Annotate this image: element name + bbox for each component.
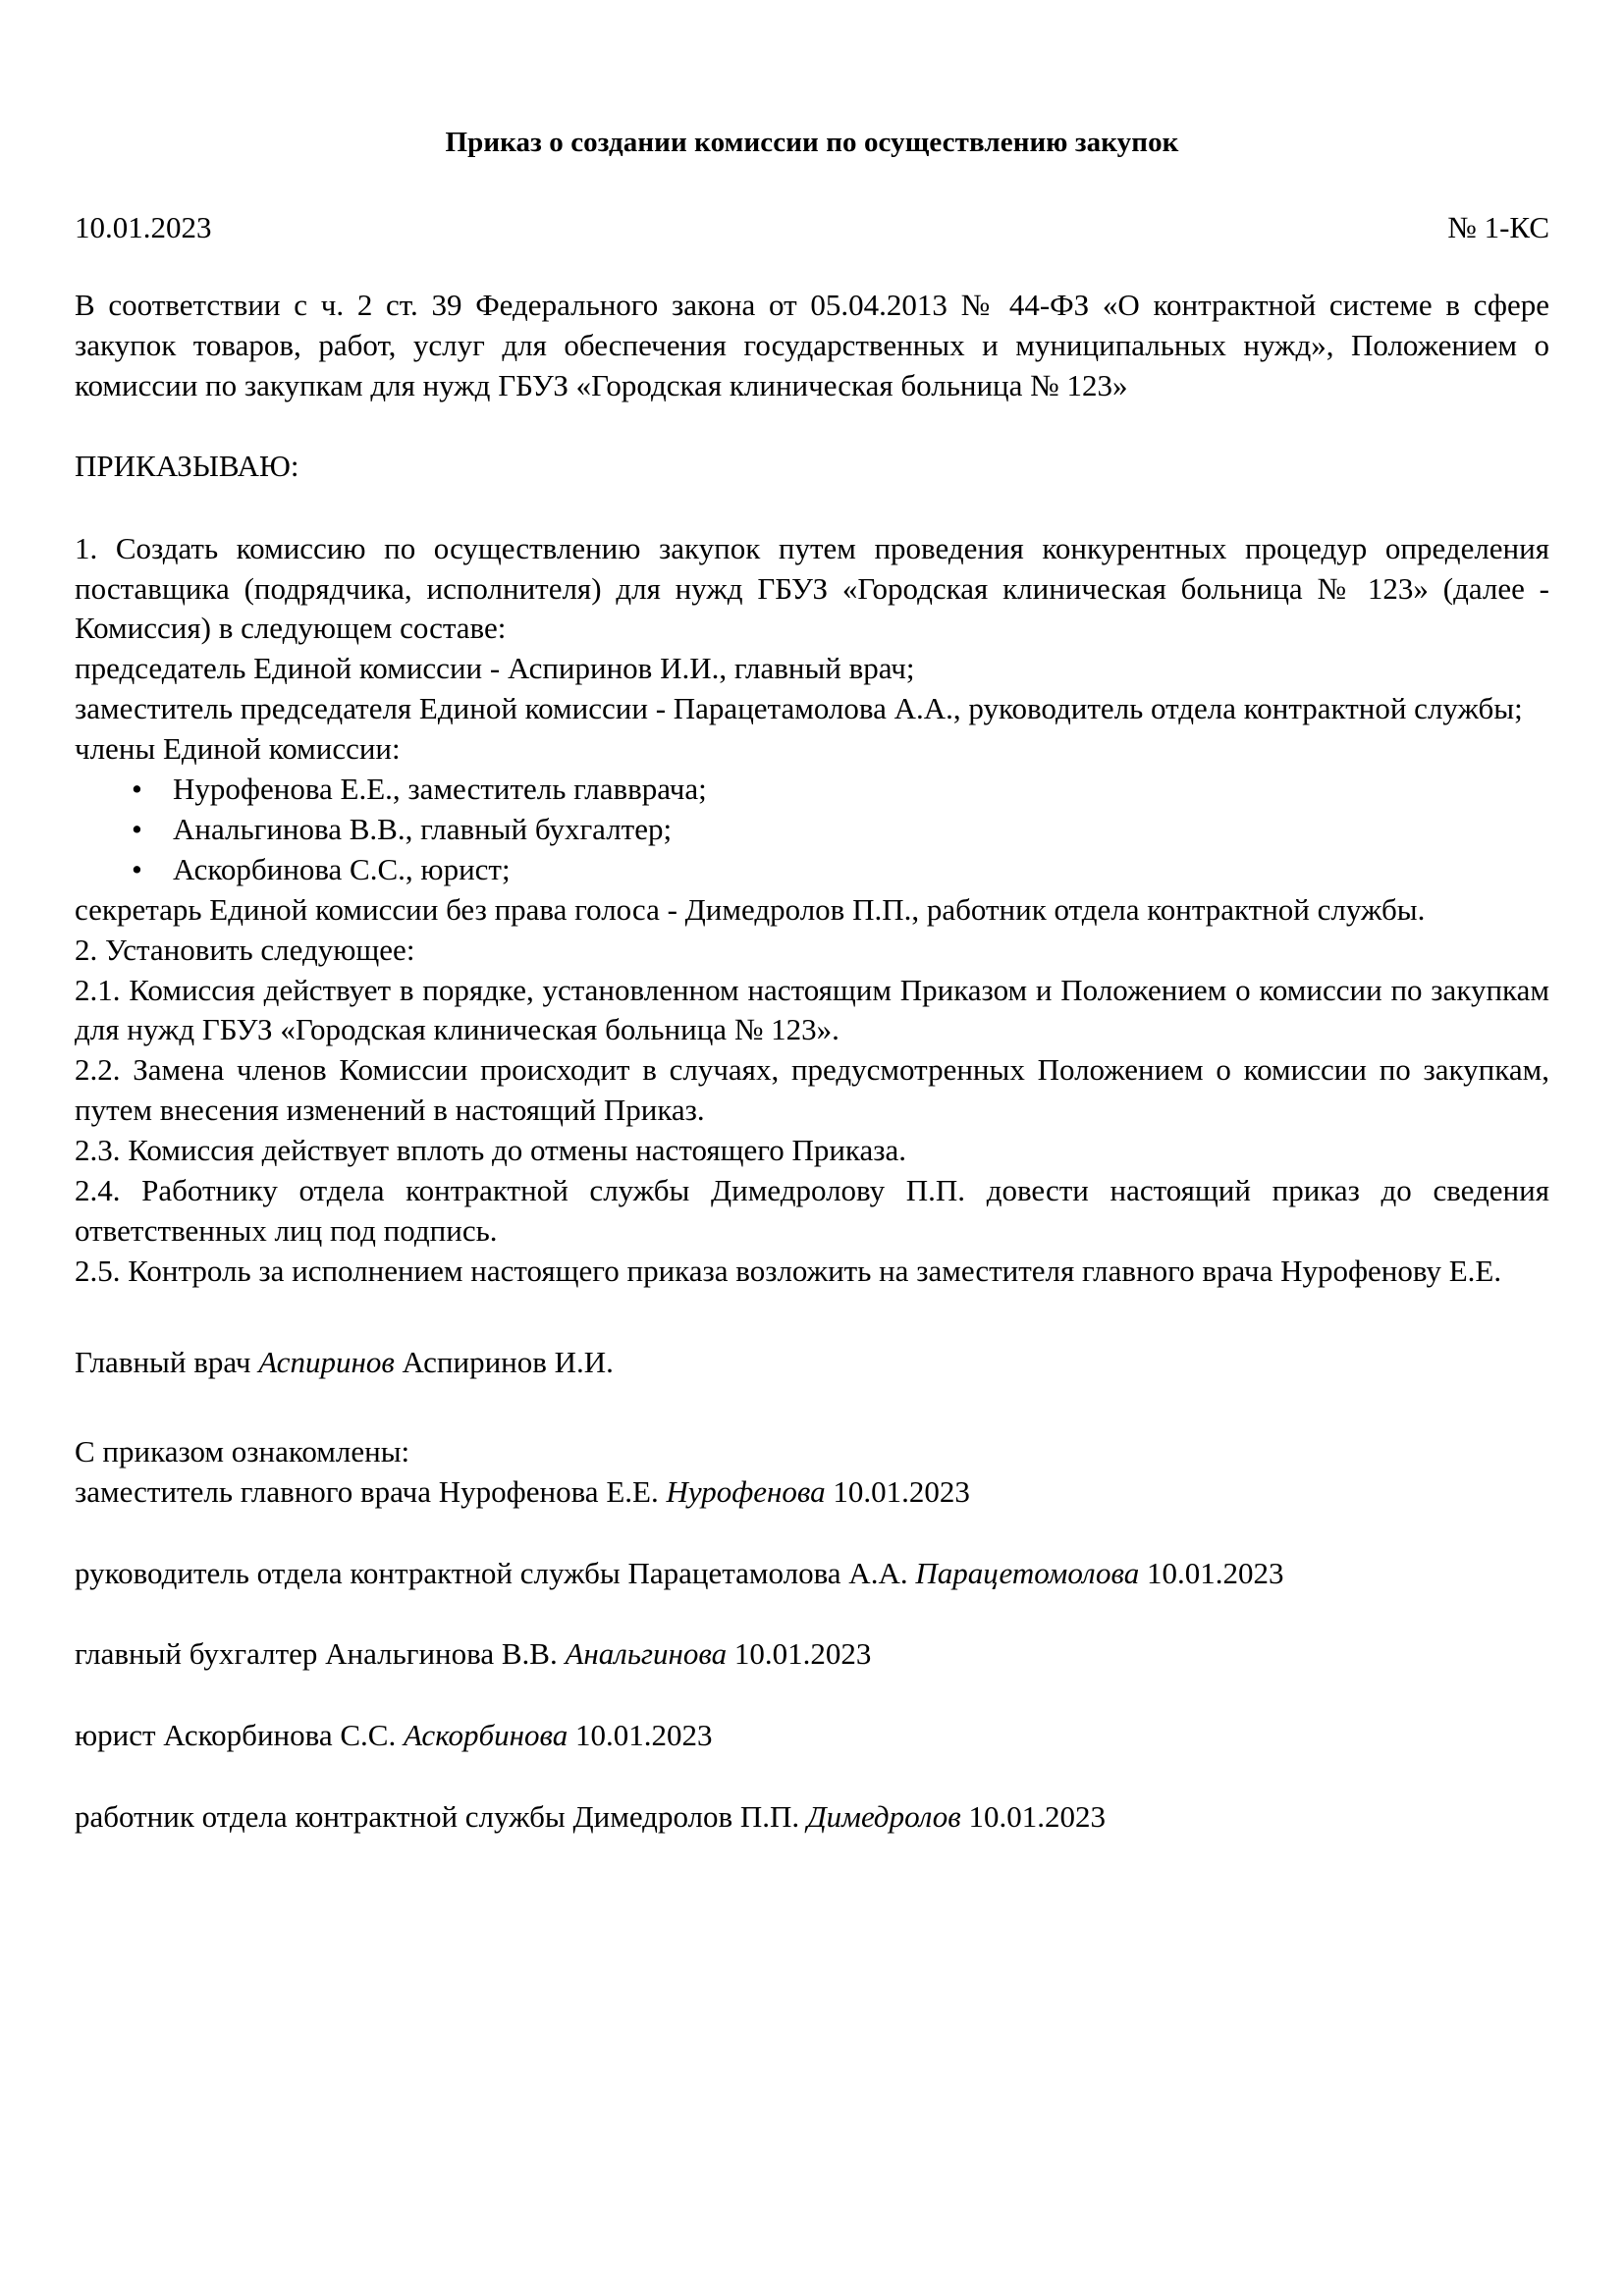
acknowledgement-date: 10.01.2023	[833, 1473, 970, 1509]
clause-2-4: 2.4. Работнику отдела контрактной службы Димедролову П.П. довести настоящий приказ до сведения ответственных лиц под подпись.	[75, 1173, 1549, 1249]
acknowledgement-row	[75, 1797, 1549, 1838]
signatory-position: Главный врач	[75, 1344, 251, 1379]
acknowledger-position-name: главный бухгалтер Анальгинова В.В.	[75, 1636, 558, 1672]
list-item-label: Нурофенова Е.Е., заместитель главврача;	[173, 772, 707, 807]
bullet-icon: •	[132, 811, 142, 846]
bullet-icon: •	[132, 772, 142, 807]
acknowledger-position-name: руководитель отдела контрактной службы Парацетамолова А.А.	[75, 1555, 908, 1590]
handwritten-signature: Аскорбинова	[403, 1718, 568, 1753]
commission-chairman: председатель Единой комиссии - Аспиринов И.И., главный врач;	[75, 651, 915, 686]
acknowledger-position-name: работник отдела контрактной службы Димедролов П.П.	[75, 1799, 800, 1835]
handwritten-signature: Парацетомолова	[915, 1555, 1140, 1590]
acknowledgement-date: 10.01.2023	[1146, 1555, 1284, 1590]
clause-1: 1. Создать комиссию по осуществлению закупок путем проведения конкурентных процедур определения поставщика (подрядчика, исполнителя) для нужд ГБУЗ «Городская клиническая больница № 123» (далее - Комиссия) в следующем составе:	[75, 530, 1549, 646]
commission-secretary: секретарь Единой комиссии без права голоса - Димедролов П.П., работник отдела контрактной службы.	[75, 891, 1426, 927]
commission-deputy-chairman: заместитель председателя Единой комиссии - Парацетамолова А.А., руководитель отдела контрактной службы;	[75, 691, 1523, 726]
clause-2-1: 2.1. Комиссия действует в порядке, установленном настоящим Приказом и Положением о комиссии по закупкам для нужд ГБУЗ «Городская клиническая больница № 123».	[75, 972, 1549, 1047]
acknowledgement-row	[75, 1554, 1549, 1594]
commission-members-header: члены Единой комиссии:	[75, 731, 401, 767]
acknowledger-position-name: юрист Аскорбинова С.С.	[75, 1718, 397, 1753]
acknowledgement-row	[75, 1634, 1549, 1675]
list-item	[75, 770, 1549, 810]
signatory-name: Аспиринов И.И.	[402, 1344, 614, 1379]
acknowledgement-date: 10.01.2023	[968, 1799, 1106, 1835]
acknowledgement-date: 10.01.2023	[574, 1718, 713, 1753]
preamble-paragraph: В соответствии с ч. 2 ст. 39 Федерального закона от 05.04.2013 № 44-ФЗ «О контрактной системе в сфере закупок товаров, работ, услуг для обеспечения государственных и муниципальных нужд», Положением о комиссии по закупкам для нужд ГБУЗ «Городская клиническая больница № 123»	[75, 287, 1549, 402]
acknowledger-position-name: заместитель главного врача Нурофенова Е.Е.	[75, 1473, 659, 1509]
document-number: № 1-КС	[1447, 209, 1549, 244]
document-header-row	[75, 209, 1549, 245]
clause-2-3: 2.3. Комиссия действует вплоть до отмены настоящего Приказа.	[75, 1133, 907, 1168]
bullet-icon: •	[132, 851, 142, 886]
document-date: 10.01.2023	[75, 209, 212, 244]
handwritten-signature: Аспиринов	[258, 1344, 395, 1379]
document-body	[75, 0, 1549, 1838]
order-keyword: ПРИКАЗЫВАЮ:	[75, 448, 299, 483]
list-item	[75, 810, 1549, 850]
list-item	[75, 850, 1549, 890]
acknowledgement-date: 10.01.2023	[733, 1636, 872, 1672]
handwritten-signature: Димедролов	[806, 1799, 961, 1835]
acknowledgements-header: С приказом ознакомлены:	[75, 1433, 410, 1468]
list-item-label: Анальгинова В.В., главный бухгалтер;	[173, 811, 673, 846]
clause-2-5: 2.5. Контроль за исполнением настоящего приказа возложить на заместителя главного врача Нурофенову Е.Е.	[75, 1253, 1502, 1288]
handwritten-signature: Анальгинова	[565, 1636, 728, 1672]
clause-2: 2. Установить следующее:	[75, 932, 415, 967]
clause-2-2: 2.2. Замена членов Комиссии происходит в случаях, предусмотренных Положением о комиссии по закупкам, путем внесения изменений в настоящий Приказ.	[75, 1052, 1549, 1128]
commission-composition	[75, 649, 1549, 1292]
acknowledgement-row	[75, 1716, 1549, 1756]
signature-line	[75, 1343, 1549, 1383]
list-item-label: Аскорбинова С.С., юрист;	[173, 851, 511, 886]
commission-members-list	[75, 770, 1549, 890]
page-title: Приказ о создании комиссии по осуществлению закупок	[445, 127, 1179, 158]
handwritten-signature: Нурофенова	[666, 1473, 826, 1509]
acknowledgement-row	[75, 1472, 1549, 1513]
